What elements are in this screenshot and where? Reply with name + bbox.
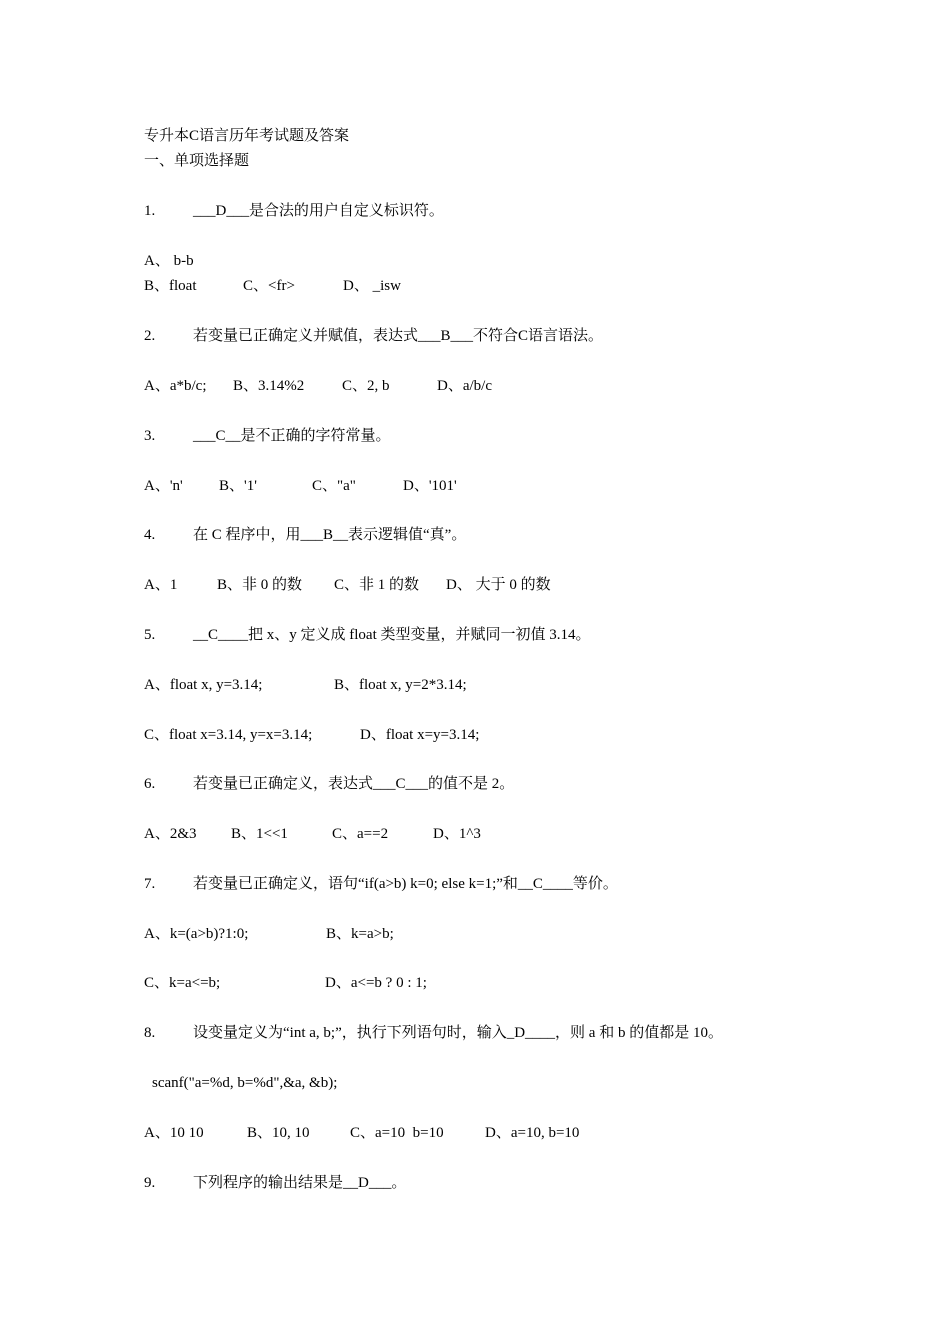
- option-a: A、'n': [144, 478, 183, 494]
- option-b: B、10, 10: [247, 1125, 310, 1141]
- option-a: A、a*b/c;: [144, 378, 207, 394]
- option-b: B、3.14%2: [233, 378, 305, 394]
- question-text: ___C__是不正确的字符常量。: [193, 428, 391, 444]
- question-number: 3.: [144, 428, 156, 444]
- question-text: 设变量定义为“int a, b;”，执行下列语句时，输入_D____，则 a 和 b 的值都是 10。: [193, 1025, 723, 1041]
- option-b: B、1<<1: [231, 826, 288, 842]
- question-text: __C____把 x、y 定义成 float 类型变量，并赋同一初值 3.14。: [193, 627, 591, 643]
- question-text: 下列程序的输出结果是__D___。: [193, 1175, 407, 1191]
- question-text: 若变量已正确定义并赋值，表达式___B___不符合C语言语法。: [193, 328, 604, 344]
- option-a: A、 b-b: [144, 253, 194, 269]
- option-c: C、2, b: [342, 378, 390, 394]
- option-b: B、float x, y=2*3.14;: [334, 677, 467, 693]
- option-a: A、k=(a>b)?1:0;: [144, 926, 249, 942]
- code-line: scanf("a=%d, b=%d",&a, &b);: [152, 1075, 338, 1091]
- question-number: 8.: [144, 1025, 156, 1041]
- question-text: ___D___是合法的用户自定义标识符。: [193, 203, 444, 219]
- option-d: D、float x=y=3.14;: [360, 727, 480, 743]
- option-c: C、非 1 的数: [334, 577, 420, 593]
- option-a: A、1: [144, 577, 178, 593]
- question-text: 若变量已正确定义，语句“if(a>b) k=0; else k=1;”和__C____等价。: [193, 876, 618, 892]
- question-number: 1.: [144, 203, 156, 219]
- document-title: 专升本C语言历年考试题及答案: [144, 128, 350, 144]
- option-c: C、<fr>: [243, 278, 295, 294]
- question-text: 若变量已正确定义，表达式___C___的值不是 2。: [193, 776, 515, 792]
- option-c: C、float x=3.14, y=x=3.14;: [144, 727, 313, 743]
- option-c: C、a==2: [332, 826, 389, 842]
- question-text: 在 C 程序中，用___B__表示逻辑值“真”。: [193, 527, 467, 543]
- option-a: A、float x, y=3.14;: [144, 677, 263, 693]
- option-d: D、1^3: [433, 826, 481, 842]
- option-d: D、a=10, b=10: [485, 1125, 580, 1141]
- option-d: D、a/b/c: [437, 378, 492, 394]
- option-a: A、10 10: [144, 1125, 204, 1141]
- question-number: 2.: [144, 328, 156, 344]
- question-number: 4.: [144, 527, 156, 543]
- option-d: D、 大于 0 的数: [446, 577, 551, 593]
- option-d: D、'101': [403, 478, 457, 494]
- section-heading: 一、单项选择题: [144, 153, 250, 169]
- question-number: 5.: [144, 627, 156, 643]
- option-d: D、a<=b ? 0 : 1;: [325, 975, 427, 991]
- question-number: 9.: [144, 1175, 156, 1191]
- option-c: C、k=a<=b;: [144, 975, 221, 991]
- option-b: B、k=a>b;: [326, 926, 394, 942]
- option-c: C、"a": [312, 478, 356, 494]
- option-c: C、a=10 b=10: [350, 1125, 444, 1141]
- option-d: D、 _isw: [343, 278, 401, 294]
- option-b: B、float: [144, 278, 197, 294]
- question-number: 6.: [144, 776, 156, 792]
- option-b: B、'1': [219, 478, 257, 494]
- option-b: B、非 0 的数: [217, 577, 303, 593]
- option-a: A、2&3: [144, 826, 197, 842]
- question-number: 7.: [144, 876, 156, 892]
